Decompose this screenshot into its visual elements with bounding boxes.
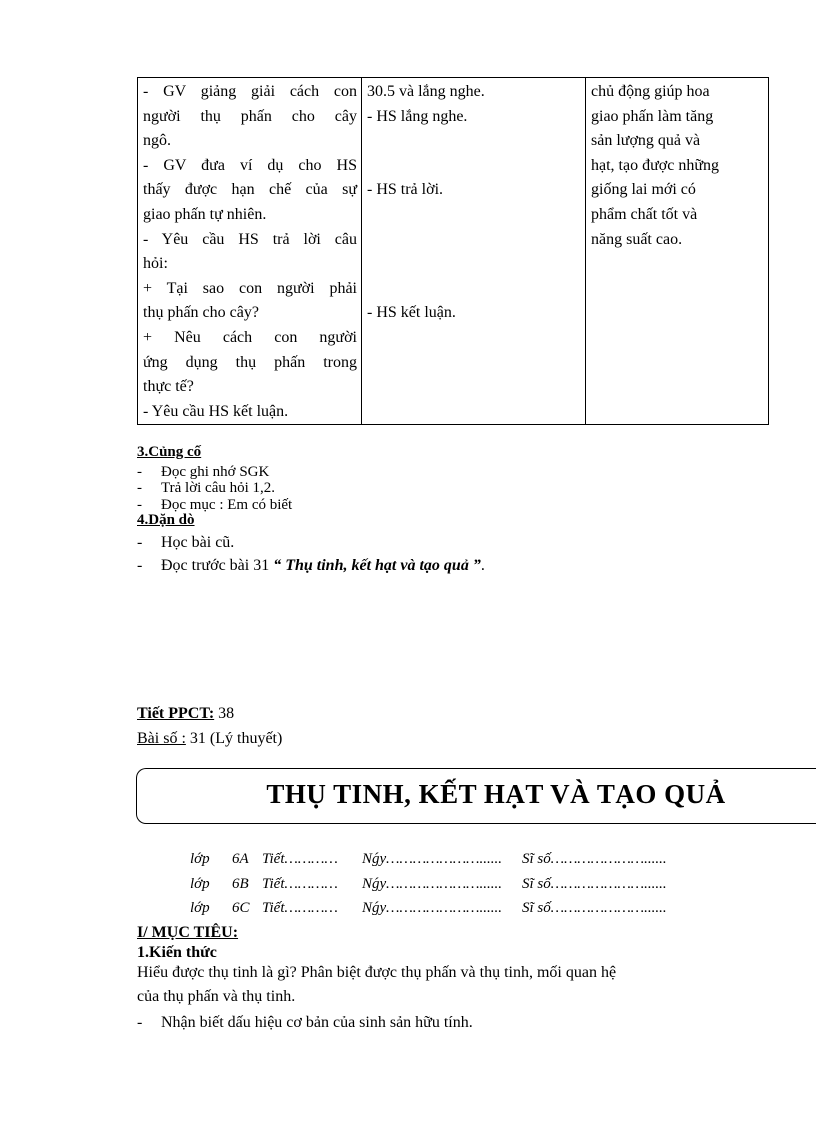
table-line: - Yêu cầu HS trả lời câu — [143, 230, 357, 248]
table-line: + Nêu cách con người — [143, 328, 357, 346]
consolidation-heading: 3.Củng cố — [137, 444, 202, 460]
content-cell — [586, 78, 769, 425]
list-item: - Đọc ghi nhớ SGK — [137, 464, 270, 480]
list-item: - Đọc mục : Em có biết — [137, 497, 293, 513]
lesson-title: THỤ TINH, KẾT HẠT VÀ TẠO QUẢ — [266, 779, 726, 809]
objectives-heading: I/ MỤC TIÊU: — [137, 924, 239, 941]
lesson-activity-table — [137, 77, 769, 425]
table-line: ngô. — [143, 132, 171, 150]
table-line: hỏi: — [143, 255, 168, 273]
table-line: - HS kết luận. — [367, 304, 456, 322]
objective-paragraph-line: của thụ phấn và thụ tinh. — [137, 988, 296, 1005]
table-line: ứng dụng thụ phấn trong — [143, 353, 357, 371]
list-item: - Nhận biết dấu hiệu cơ bản của sinh sản hữu tính. — [137, 1014, 473, 1031]
knowledge-heading: 1.Kiến thức — [137, 944, 217, 961]
table-line: thực tế? — [143, 378, 194, 396]
table-line: chủ động giúp hoa — [591, 83, 710, 100]
table-line: thấy được hạn chế của sự — [143, 181, 357, 199]
class-row-6c: lớp 6C Tiết………… Nǵy…………………...... Sĩ số…………………...... — [190, 900, 667, 916]
class-row-6a: lớp 6A Tiết………… Nǵy…………………...... Sĩ số…………………...... — [190, 851, 667, 867]
table-line: năng suất cao. — [591, 230, 683, 248]
list-item: - Đọc trước bài 31 “ Thụ tinh, kết hạt và tạo quả ”. — [137, 557, 485, 574]
table-line: + Tại sao con người phải — [143, 279, 357, 297]
list-item: - Trả lời câu hỏi 1,2. — [137, 480, 276, 496]
class-row-6b: lớp 6B Tiết………… Nǵy…………………...... Sĩ số…………………...... — [190, 876, 667, 892]
table-line: - GV giảng giải cách con — [143, 83, 357, 100]
table-line: giao phấn làm tăng — [591, 107, 714, 125]
list-item: - Học bài cũ. — [137, 534, 235, 551]
table-line: phẩm chất tốt và — [591, 205, 698, 223]
student-activity-cell — [362, 78, 586, 425]
table-line: - HS trả lời. — [367, 181, 444, 199]
table-row — [138, 78, 769, 425]
table-line: - Yêu cầu HS kết luận. — [143, 402, 289, 420]
teacher-activity-cell — [138, 78, 362, 425]
lesson-number-line: Bài số : 31 (Lý thuyết) — [137, 730, 283, 747]
table-line: hạt, tạo được những — [591, 156, 719, 174]
objective-paragraph-line: Hiểu được thụ tinh là gì? Phân biệt được thụ phấn và thụ tinh, mối quan hệ — [137, 964, 617, 981]
table-line: giống lai mới có — [591, 181, 696, 199]
period-line: Tiết PPCT: 38 — [137, 705, 235, 722]
table-line: thụ phấn cho cây? — [143, 304, 259, 322]
table-line: sản lượng quả và — [591, 132, 701, 150]
table-line: - GV đưa ví dụ cho HS — [143, 156, 357, 174]
table-line: người thụ phấn cho cây — [143, 107, 357, 125]
table-line: giao phấn tự nhiên. — [143, 205, 267, 223]
table-line: 30.5 và lắng nghe. — [367, 83, 485, 100]
table-line: - HS lắng nghe. — [367, 107, 468, 125]
homework-heading: 4.Dặn dò — [137, 512, 195, 528]
